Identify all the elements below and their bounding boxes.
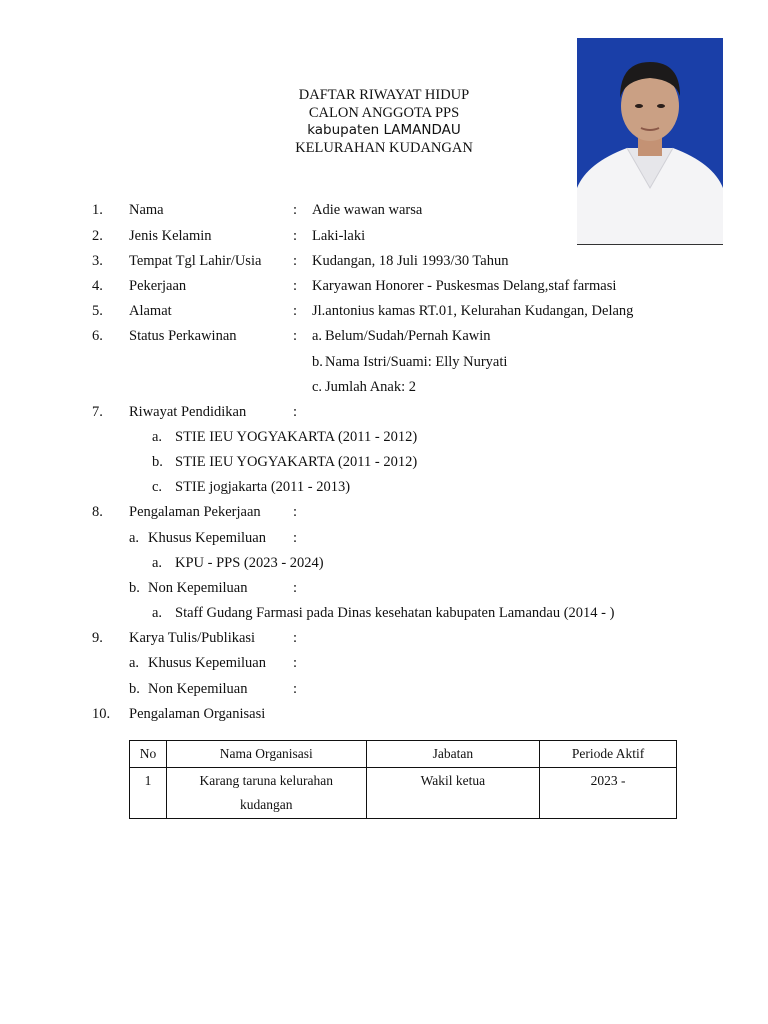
person-photo-icon [577, 38, 723, 244]
organization-table [129, 740, 677, 819]
item-value-jenis-kelamin: Laki-laki [312, 228, 366, 244]
column-header: Nama Organisasi [166, 741, 366, 768]
item-label: Alamat [129, 303, 172, 319]
column-header: Periode Aktif [540, 741, 677, 768]
sub-letter: c. [312, 379, 323, 395]
cell-periode: 2023 - [540, 768, 677, 819]
item-number: 9. [92, 630, 103, 646]
item-label: Karya Tulis/Publikasi [129, 630, 256, 646]
document-header [200, 87, 568, 157]
colon: : [293, 404, 298, 420]
item-label: Jenis Kelamin [129, 228, 212, 244]
colon: : [293, 580, 298, 596]
header-kabupaten: kabupaten LAMANDAU [307, 122, 461, 138]
item-number: 2. [92, 228, 103, 244]
sub-letter: a. [152, 429, 163, 445]
sub-letter: b. [152, 454, 163, 470]
table-header-row [130, 741, 677, 768]
group-label: Khusus Kepemiluan [148, 530, 266, 546]
colon: : [293, 328, 298, 344]
item-label: Riwayat Pendidikan [129, 404, 247, 420]
item-label: Nama [129, 202, 164, 218]
group-label: Khusus Kepemiluan [148, 655, 266, 671]
sub-text: Nama Istri/Suami: Elly Nuryati [325, 354, 508, 370]
colon: : [293, 681, 298, 697]
item-value-nama: Adie wawan warsa [312, 202, 423, 218]
item-label: Pengalaman Organisasi [129, 706, 266, 722]
sub-text: Jumlah Anak: 2 [325, 379, 417, 395]
item-number: 10. [92, 706, 111, 722]
item-number: 5. [92, 303, 103, 319]
item-number: 6. [92, 328, 103, 344]
column-header: Jabatan [366, 741, 540, 768]
colon: : [293, 630, 298, 646]
sub-text: Belum/Sudah/Pernah Kawin [325, 328, 491, 344]
cell-no: 1 [130, 768, 167, 819]
item-label: Status Perkawinan [129, 328, 237, 344]
item-label: Tempat Tgl Lahir/Usia [129, 253, 262, 269]
education-entry: STIE jogjakarta (2011 - 2013) [175, 479, 351, 495]
education-entry: STIE IEU YOGYAKARTA (2011 - 2012) [175, 454, 418, 470]
colon: : [293, 253, 298, 269]
colon: : [293, 530, 298, 546]
item-number: 8. [92, 504, 103, 520]
colon: : [293, 655, 298, 671]
item-label: Pengalaman Pekerjaan [129, 504, 261, 520]
item-value-alamat: Jl.antonius kamas RT.01, Kelurahan Kudangan, Delang [312, 303, 634, 319]
header-title: DAFTAR RIWAYAT HIDUP [298, 87, 470, 103]
group-label: Non Kepemiluan [148, 580, 248, 596]
sub-letter: c. [152, 479, 163, 495]
group-letter: a. [129, 655, 140, 671]
item-number: 4. [92, 278, 103, 294]
sub-letter: a. [152, 605, 163, 621]
organization-name-line: Karang taruna kelurahan [199, 773, 333, 788]
item-number: 7. [92, 404, 103, 420]
column-header: No [130, 741, 167, 768]
colon: : [293, 504, 298, 520]
work-entry: KPU - PPS (2023 - 2024) [175, 555, 324, 571]
person-photo [577, 38, 723, 245]
table-row [130, 768, 677, 819]
item-value-pekerjaan: Karyawan Honorer - Puskesmas Delang,staf farmasi [312, 278, 617, 294]
education-entry: STIE IEU YOGYAKARTA (2011 - 2012) [175, 429, 418, 445]
cell-organization [166, 768, 366, 819]
item-number: 1. [92, 202, 103, 218]
work-entry: Staff Gudang Farmasi pada Dinas kesehatan kabupaten Lamandau (2014 - ) [175, 605, 615, 621]
organization-name-line: kudangan [240, 797, 293, 812]
item-label: Pekerjaan [129, 278, 187, 294]
colon: : [293, 202, 298, 218]
colon: : [293, 228, 298, 244]
group-letter: a. [129, 530, 140, 546]
item-value-ttl: Kudangan, 18 Juli 1993/30 Tahun [312, 253, 509, 269]
sub-letter: a. [152, 555, 163, 571]
sub-letter: a. [312, 328, 323, 344]
cell-jabatan: Wakil ketua [366, 768, 540, 819]
header-subtitle: CALON ANGGOTA PPS [308, 104, 460, 121]
colon: : [293, 278, 298, 294]
sub-letter: b. [312, 354, 323, 370]
group-letter: b. [129, 580, 140, 596]
group-letter: b. [129, 681, 140, 697]
header-kelurahan: KELURAHAN KUDANGAN [295, 139, 473, 156]
group-label: Non Kepemiluan [148, 681, 248, 697]
item-number: 3. [92, 253, 103, 269]
colon: : [293, 303, 298, 319]
